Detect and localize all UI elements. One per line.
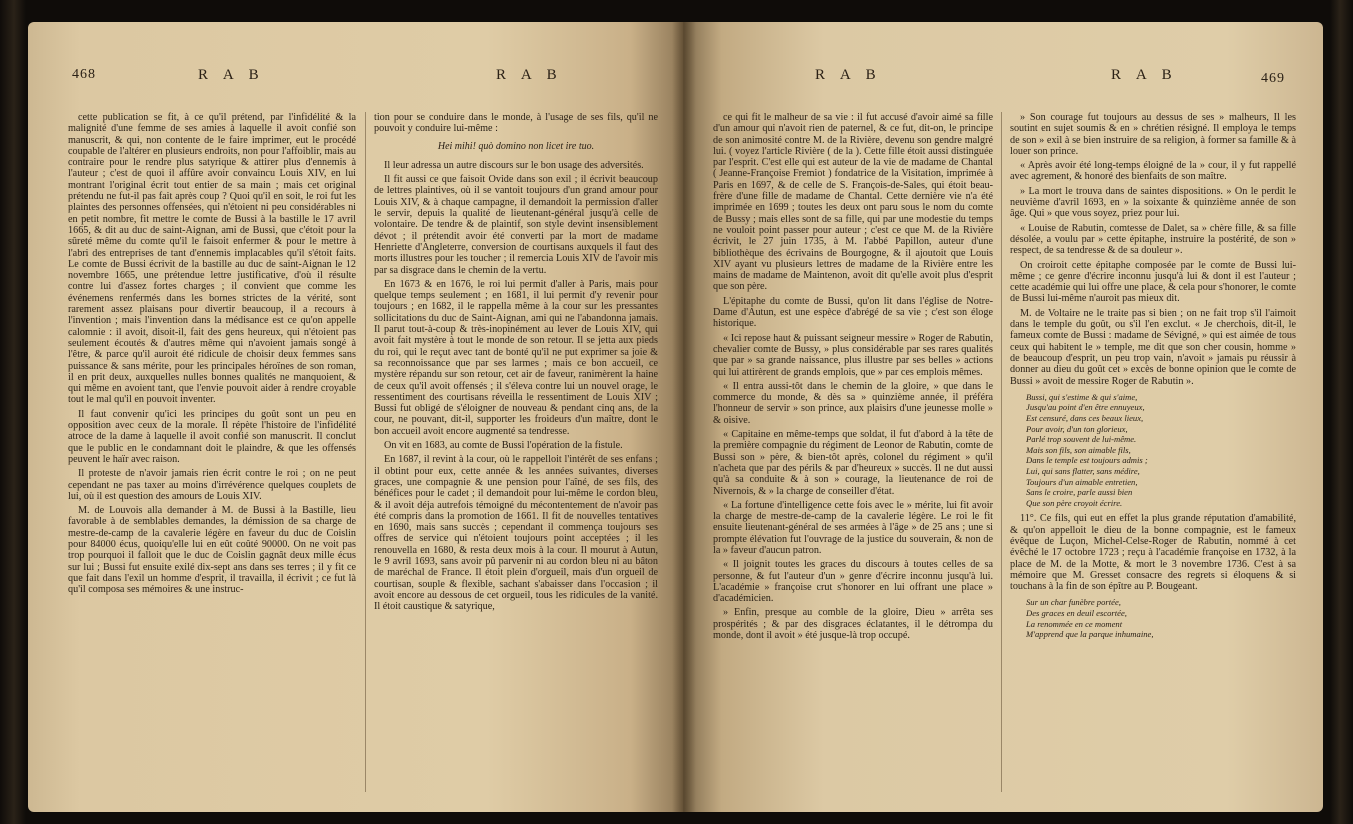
paragraph: « Après avoir été long-temps éloigné de la » cour, il y fut rappellé avec agrement, & honoré des bienfaits de son maître. [1010,160,1296,183]
book-gutter [672,22,696,812]
paragraph: « Louise de Rabutin, comtesse de Dalet, sa » chère fille, & sa fille désolée, a voulu par » cette épitaphe, instruire la postérité, de son » respect, de sa tendresse & de sa douleur ». [1010,222,1296,257]
paragraph: « Il joignit toutes les graces du discours à toutes celles de sa personne, & fut l'auteur d'un » genre d'écrire inconnu jusqu'à lui. L'académie » françoise crut s'honorer en lui offrant une place » d'académicien. [713,559,993,605]
latin-motto: Hei mihi! quò domino non licet ire tuo. [437,140,595,152]
verse-line: Que son père croyoit écrire. [1026,497,1123,508]
paragraph: M. de Voltaire ne le traite pas si bien ; on ne fait trop s'il l'aimoit dans le temple du goût, ou s'il l'en exclut. « Je cherchois, dit-il, le fameux comte de Bussi : madame de Sévigné, » qui est aimée de tous ceux qui habitent le » temple, me dit que son cher cousin, homme » de beaucoup d'esprit, un peu trop vain, n'avoit » jamais pu réussir à donner au dieu du goût cet » excès de bonne opinion que le comte de Bussi » avoit de messire Roger de Rabutin ». [1010,307,1296,387]
right-page-header [683,67,1323,91]
verse-line: Jusqu'au point d'en être ennuyeux, [1026,402,1145,413]
paragraph: M. de Louvois alla demander à M. de Bussi à la Bastille, lieu favorable à de semblables demandes, la démission de sa charge de mestre-de-camp de la cavalerie légère en faveur du duc de Coislin pour 84000 écus, quoiqu'elle lui en eût coûté 90000. On ne voit pas trop pourquoi il falloit que le duc de Coislin gagnât deux mille écus sur lui ; Bussi fut ensuite exilé dix-sept ans dans ses terres ; il y fit ce que fait dans l'exil un homme d'esprit, il travailla, il écrivit ; ce fut là qu'il composa ses mémoires & une instruc- [68,505,356,596]
verse-block-gresset [1010,597,1296,639]
left-page-header [28,67,683,91]
verse-line: Dans le temple est toujours admis ; [1026,455,1148,466]
paragraph: » Enfin, presque au comble de la gloire, Dieu » arrêta ses prospérités ; & par des disgraces éclatantes, il le détrompa du monde, dont il avoit » été jusque-là trop occupé. [713,607,993,642]
right-running-head-2: R A B [1111,67,1178,83]
right-page-number: 469 [1261,71,1285,86]
paragraph: « La fortune d'intelligence cette fois avec le » mérite, lui fit avoir la charge de mestre-de-camp de la cavalerie légère. Le roi le fit ensuite lieutenant-général de ses armées à l'âge » de 25 ans ; une si prompte élévation fut l'ouvrage de la justice du souverain, & non de la » faveur d'aucun patron. [713,499,993,556]
verse-line: Mais son fils, son aimable fils, [1026,444,1131,455]
right-running-head-1: R A B [815,67,882,83]
left-running-head-1: R A B [198,67,265,83]
paragraph: Il faut convenir qu'ici les principes du goût sont un peu en opposition avec ceux de la morale. Il répète l'histoire de l'infidélité atroce de la dame à laquelle il avoit confié son manuscrit. Il conclut que le public en le condamnant doit le plaindre, & que les offensés peuvent le haïr avec raison. [68,408,356,465]
paragraph: ce qui fit le malheur de sa vie : il fut accusé d'avoir aimé sa fille d'un amour qui n'avoit rien de paternel, & ce fut, dit-on, le principe de son animosité contre M. de la Rivière, devenu son gendre malgré lui. ( voyez l'article Rivière ( de la ). Cette fille étoit aussi distinguée par l'esprit. C'est elle qui est auteur de la vie de madame de Chantal ( Jeanne-Françoise Fremiot ) fondatrice de la Visitation, imprimée à Paris en 1697, & de celle de S. François-de-Sales, qui étoit beau-frère d'une fille de madame de Chantal. Cette dernière vie n'a été imprimée en 1699 ; toutes les deux ont paru sous le nom du comte de Bussy ; mais elles sont de sa fille, qui par une modestie du temps ne vouloit point passer pour auteur ; c'est ce que M. de la Rivière écrivit, le 27 juin 1735, à M. l'abbé Papillon, auteur d'une bibliothèque des écrivains de Bourgogne, & il ajoutoit que Louis XIV ayant vu plusieurs lettres de madame de la Rivière entre les mains de madame de Maintenon, avoit dit qu'elle avoit plus d'esprit que son père. [713,112,993,293]
paragraph: tion pour se conduire dans le monde, à l'usage de ses fils, qu'il ne pouvoit y conduire lui-même : [374,112,658,135]
paragraph: « Ici repose haut & puissant seigneur messire » Roger de Rabutin, chevalier comte de Bussy, » plus considérable par ses rares qualités que par » sa grande naissance, plus illustre par ses belles » actions qui lui attirèrent de grands emplois, que » par ces emplois mêmes. [713,332,993,378]
paragraph: En 1673 & en 1676, le roi lui permit d'aller à Paris, mais pour quelque temps seulement ; en 1681, il lui permit d'y revenir pour toujours ; en 1682, il le rappella même à la cour sur les pressantes sollicitations du duc de Saint-Aignan, ami qui ne l'abandonna jamais. Il parut tout-à-coup & très-inopinément au lever de Louis XIV, qui avoit fait mystère à tout le monde de son retour. Il se jetta aux pieds du roi, qui le reçut avec tant de bonté qu'il ne put exprimer sa joie & sa reconnoissance que par ses larmes ; mais ce bon accueil, ce mystère répandu sur son retour, cet air de faveur, ranimèrent la haine de ceux qu'il avoit offensés ; il s'éleva contre lui un nouvel orage, le ressentiment des courtisans réveilla le ressentiment de Louis XIV ; Bussi fut obligé de s'éloigner de nouveau & pendant cinq ans, de la cour, ne pouvant, dit-il, supporter les froideurs d'un maître, dont le bon accueil avoit encore augmenté sa tendresse. [374,278,658,437]
verse-block-voltaire [1010,392,1296,509]
paragraph: 11°. Ce fils, qui eut en effet la plus grande réputation d'amabilité, & qu'on appelloit le dieu de la bonne compagnie, est le fameux évêque de Luçon, Michel-Celse-Roger de Rabutin, nommé à cet évêché le 17 octobre 1723 ; reçu à l'académie françoise en 1732, à la place de M. de la Motte, & mort le 3 novembre 1736. C'est à sa mémoire que M. Gresset consacre des regrets si éloquens & si touchans à la fin de son épître au P. Bougeant. [1010,513,1296,593]
column-rule [1001,112,1002,792]
left-column-1 [68,112,356,802]
paragraph: On vit en 1683, au comte de Bussi l'opération de la fistule. [384,440,623,452]
left-page [28,22,683,812]
left-column-2 [374,112,658,802]
verse-line: La renommée en ce moment [1026,618,1123,629]
verse-line: M'apprend que la parque inhumaine, [1026,629,1154,640]
paragraph: L'épitaphe du comte de Bussi, qu'on lit dans l'église de Notre-Dame d'Autun, est une espèce d'abrégé de sa vie ; c'est son éloge historique. [713,295,993,330]
paragraph: Il proteste de n'avoir jamais rien écrit contre le roi ; on ne peut cependant ne pas taxer au moins d'irrévérence quelques couplets de lui, où il est question des amours de Louis XIV. [68,468,356,502]
verse-line: Pour avoir, d'un ton glorieux, [1026,423,1128,434]
paragraph: » Son courage fut toujours au dessus de ses » malheurs, Il les soutint en sujet soumis & en » chrétien résigné. Il employa le temps de son » exil à se bien instruire de sa religion, à former sa famille & à louer son prince. [1010,112,1296,157]
verse-line: Bussi, qui s'estime & qui s'aime, [1026,391,1138,402]
verse-line: Parlé trop souvent de lui-même. [1026,434,1137,445]
left-running-head-2: R A B [496,67,563,83]
paragraph: En 1687, il revint à la cour, où le rappelloit l'intérêt de ses enfans ; il obtint pour eux, cette année & les années suivantes, diverses graces, une compagnie & une pension pour l'aîné, de ses fils, des bénéfices pour le cadet ; il demandoit pour lui-même le cordon bleu, & il avoit déja autrefois témoigné du mécontentement de n'avoir pas été compris dans la promotion de 1661. Il fit de nouvelles tentatives en 1690, mais sans succès ; cependant il commença toujours ses offres de service qui n'étoient toujours point acceptées ; il les renouvella en 1680, & resta deux mois à la cour. Il mourut à Autun, le 9 avril 1693, sans avoir pû parvenir ni au cordon bleu ni au bâton de maréchal de France. Il étoit plein d'orgueil, mais d'un orgueil de courtisan, souple & flexible, sachant s'abaisser dans l'occasion ; il avoit encore au dessous de cet orgueil, tous les ridicules de la vanité. Il étoit caustique & satyrique, [374,454,658,613]
paragraph: On croiroit cette épitaphe composée par le comte de Bussi lui-même ; ce genre d'écrire inconnu jusqu'à lui & dont il est l'auteur ; cette académie qui lui offre une place, & cela pour s'honorer, le comte de Bussi lui-même n'auroit pas mieux dit. [1010,259,1296,305]
paragraph: « Il entra aussi-tôt dans le chemin de la gloire, » que dans le commerce du monde, & dès sa » quinzième année, il préféra l'honneur de servir » son prince, aux plaisirs d'une jeunesse molle » & oisive. [713,380,993,426]
column-rule [365,112,366,792]
right-column-2 [1010,112,1296,802]
left-page-number: 468 [72,67,96,82]
verse-line: Toujours d'un aimable entretien, [1026,476,1138,487]
paragraph: cette publication se fit, à ce qu'il prétend, par l'infidélité & la malignité d'une femme de ses amies à laquelle il avoit confié son manuscrit, & qui, non contente de le faire imprimer, eut le procédé coupable de l'altérer en plusieurs endroits, non pour l'affoiblir, mais au contraire pour le rendre plus satyrique & attirer plus d'ennemis à l'auteur ; c'est de quoi il affûre avoir convaincu Louis XIV, en lui montrant l'original écrit tout entier de sa main ; mais cet original prétendu ne fut-il pas fait après coup ? Quoi qu'il en soit, le roi fut les plaintes des personnes offensées, qui n'étoient ni peu considérables ni en petit nombre, fit mettre le comte de Bussi à la bastille le 17 avril 1665, & dit au duc de saint-Aignan, ami de Bussi, que c'étoit pour la sûreté même du comte qu'il le faisoit enfermer & pour le mettre à l'abri des entreprises de tant d'ennemis implacables qu'il s'étoit faits. Le comte de Bussi écrivit de la bastille au duc de saint-Aignan le 12 novembre 1665, une prétendue lettre justificative, d'où il résulte contre lui d'assez fortes charges ; il convient que comme les événemens renfermés dans les bornes strictes de la vérité, sont rarement assez plaisans pour divertir beaucoup, il a recours à l'invention ; mais l'invention dans la médisance est ce qu'on appelle calomnie : il avoit, disoit-il, fait des gens heureux, qui n'étoient pas seulement écoutés & d'autres même qui n'avoient jamais songé à l'être, & parce qu'il auroit été ridicule de choisir deux femmes sans puissance & sans mérite, pour les principales héroïnes de son roman, il en prit deux, auxquelles nulles bonnes qualités ne manquoient, & qui même en avoient tant, que l'envie pouvoit aider à rendre croyable tout le mal qu'il en pouvoit inventer. [68,112,356,406]
paragraph: Il leur adressa un autre discours sur le bon usage des adversités. [384,159,644,171]
verse-line: Lui, qui sans flatter, sans médire, [1026,465,1140,476]
paragraph: Il fit aussi ce que faisoit Ovide dans son exil ; il écrivit beaucoup de lettres plaintives, où il se vantoit toujours d'un grand amour pour Louis XIV, & à chaque campagne, il demandoit la permission d'aller le servir, depuis la qualité de lieutenant-général jusqu'à celle de volontaire. De tendre & de plaintif, son style devint insensiblement dévot ; il prétendit avoir été converti par la mort de madame Henriette d'Angleterre, conversion de courtisans auxquels il faut des morts illustres pour les toucher ; il remercia Louis XIV de l'avoir mis par sa disgrace dans le chemin de la vertu. [374,174,658,276]
verse-line: Sans le croire, parle aussi bien [1026,487,1133,498]
verse-line: Des graces en deuil escortée, [1026,608,1127,619]
right-column-1 [713,112,993,802]
paragraph: » La mort le trouva dans de saintes dispositions. » On le perdit le neuvième d'avril 1693, en » la soixante & quinzième année de son âge. Qui » que vous soyez, priez pour lui. [1010,185,1296,220]
right-page [683,22,1323,812]
verse-line: Est censuré, dans ces beaux lieux, [1026,413,1144,424]
verse-line: Sur un char funèbre portée, [1026,597,1121,608]
paragraph: « Capitaine en même-temps que soldat, il fut d'abord à la tête de la première compagnie du régiment de Leonor de Rabutin, comte de Bussi son » père, & bien-tôt après, colonel du régiment » qu'il n'acheta que par des périls & par d'heureux » succès. Il ne dut aussi qu'à sa conduite & à son » courage, la lieutenance de roi de Nivernois, & » la charge de conseiller d'état. [713,429,993,497]
